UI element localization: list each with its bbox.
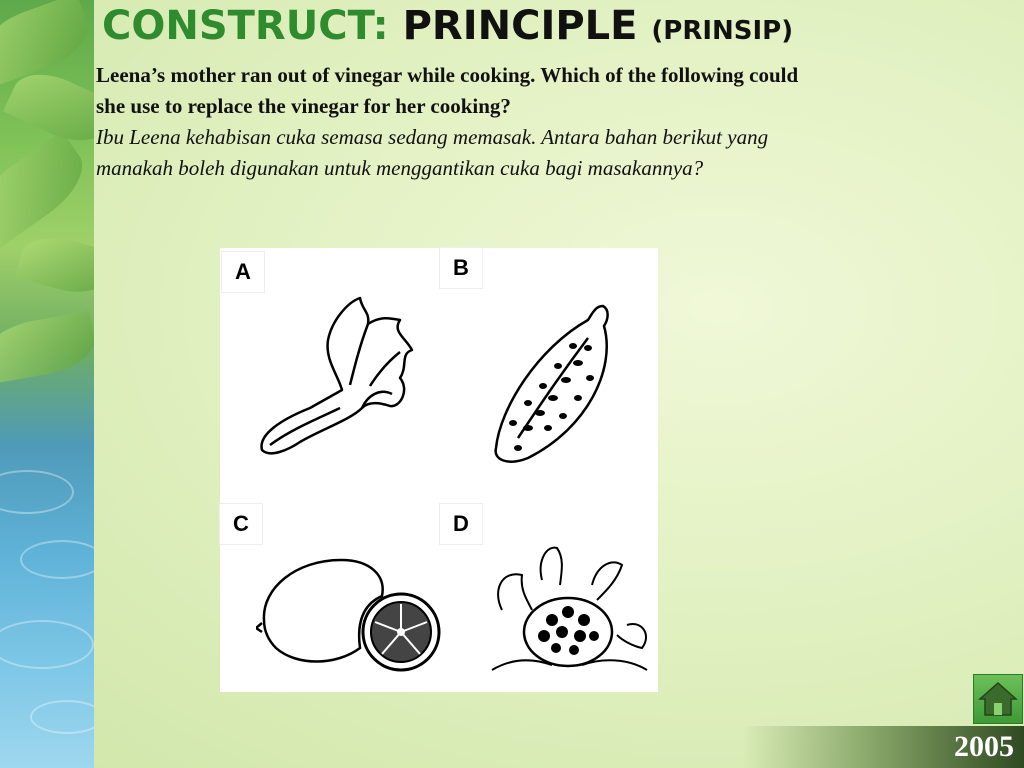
construct-label: CONSTRUCT: (102, 3, 389, 49)
cauliflower-icon (482, 540, 654, 688)
option-b-label: B (440, 248, 482, 288)
answer-options-figure (220, 248, 658, 692)
principle-malay-label: (PRINSIP) (651, 16, 794, 46)
option-a-label: A (222, 252, 264, 292)
question-english-line1: Leena’s mother ran out of vinegar while cooking. Which of the following could (96, 63, 799, 87)
year-label: 2005 (954, 730, 1014, 763)
lime-icon (256, 548, 446, 678)
question-malay-line1: Ibu Leena kehabisan cuka semasa sedang memasak. Antara bahan berikut yang (96, 125, 769, 149)
principle-label: PRINCIPLE (402, 3, 638, 49)
bitter-gourd-icon (478, 298, 638, 468)
ginger-icon (250, 290, 430, 470)
footer-bar (742, 726, 1024, 768)
home-button[interactable] (973, 674, 1023, 724)
question-text (96, 60, 976, 184)
home-icon (974, 675, 1022, 723)
option-d-label: D (440, 504, 482, 544)
option-c-label: C (220, 504, 262, 544)
decorative-side-panel (0, 0, 94, 768)
question-english-line2: she use to replace the vinegar for her cooking? (96, 94, 511, 118)
question-malay-line2: manakah boleh digunakan untuk menggantikan cuka bagi masakannya? (96, 156, 704, 180)
slide-title (102, 2, 793, 55)
